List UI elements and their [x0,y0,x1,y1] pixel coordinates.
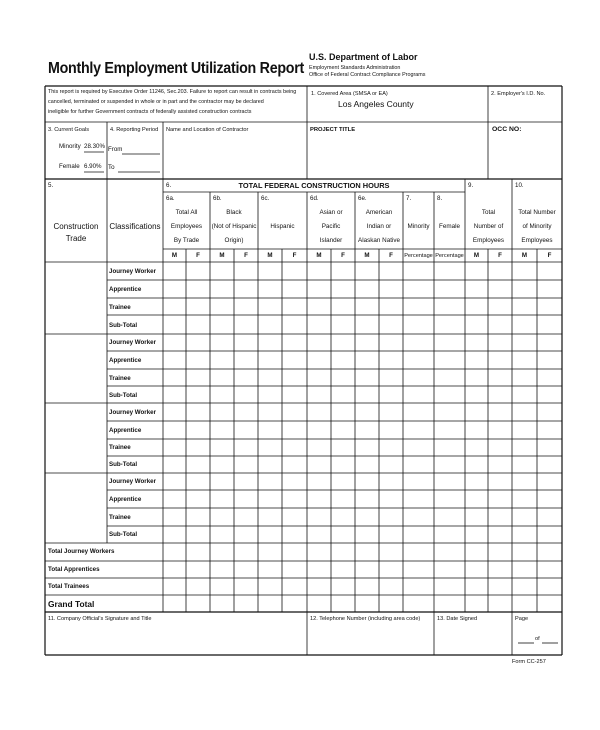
total-trainees-label: Total Trainees [48,583,90,590]
current-goals-label: 3. Current Goals [48,127,90,133]
m-header: M [219,252,225,259]
group-6b-number: 6b. [213,195,222,202]
row-sub-total: Sub-Total [109,531,138,538]
group-6d-header: Asian or Pacific Islander [319,209,343,244]
row-journey-worker: Journey Worker [109,409,156,416]
total-apprentices-label: Total Apprentices [48,566,100,573]
f-header: F [547,252,552,259]
f-header: F [244,252,248,259]
f-header: F [341,252,345,259]
notice-text: This report is required by Executive Order 11246, Sec.203. Failure to report can result in contracts being cancelled, terminated or suspended in whole or in part and the contractor may be declared ineligible for further Government contracts of federally assisted construction contracts [48,89,297,115]
form-number: Form CC-257 [512,659,546,665]
row-apprentice: Apprentice [109,357,142,364]
total-journey-workers-label: Total Journey Workers [48,548,115,555]
group-6e-number: 6e. [358,195,367,202]
group-6d-number: 6d. [310,195,319,202]
group-6c-header: Hispanic [270,223,295,230]
group-6e-header: American Indian or Alaskan Native [358,209,400,244]
f-header: F [389,252,393,259]
reporting-period-label: 4. Reporting Period [110,127,159,133]
total-employees-header: Total Number of Employees [472,209,505,244]
row-journey-worker: Journey Worker [109,268,156,275]
row-apprentice: Apprentice [109,286,142,293]
grand-total-label: Grand Total [48,599,95,609]
agency-name: Employment Standards Administration Office of Federal Contract Compliance Programs [309,65,426,78]
row-sub-total: Sub-Total [109,392,138,399]
group-6c-number: 6c. [261,195,270,202]
minority-percentage-subheader: Percentage [404,253,433,259]
f-header: F [498,252,502,259]
row-sub-total: Sub-Total [109,322,138,329]
minority-percentage-header: Minority [407,223,430,230]
classifications-header: Classifications [109,222,161,231]
m-header: M [267,252,273,259]
col5-number: 5. [48,182,54,189]
project-title-label: PROJECT TITLE [310,127,356,133]
row-journey-worker: Journey Worker [109,478,156,485]
signature-label: 11. Company Official's Signature and Title [48,616,152,622]
row-apprentice: Apprentice [109,427,142,434]
occ-no-label: OCC NO: [492,126,522,133]
page-of-label: of [535,636,540,642]
covered-area-value[interactable]: Los Angeles County [338,99,414,109]
department-name: U.S. Department of Labor [309,52,418,62]
m-header: M [364,252,370,259]
m-header: M [316,252,322,259]
col8-number: 8. [437,195,443,202]
col10-number: 10. [515,182,524,189]
col9-number: 9. [468,182,474,189]
row-sub-total: Sub-Total [109,461,138,468]
contractor-label: Name and Location of Contractor [166,127,249,133]
m-header: M [171,252,178,259]
from-label: From [108,146,123,153]
female-goal-value[interactable]: 6.90% [84,163,102,170]
report-title: Monthly Employment Utilization Report [48,60,304,77]
m-header: M [473,252,480,259]
group-6a-header: Total All Employees By Trade [170,209,203,244]
col7-number: 7. [406,195,412,202]
female-percentage-header: Female [439,223,460,230]
f-header: F [292,252,297,259]
minority-label: Minority [59,143,81,150]
female-percentage-subheader: Percentage [435,253,464,259]
telephone-label: 12. Telephone Number (including area code) [310,616,421,622]
to-label: To [108,164,115,171]
row-trainee: Trainee [109,304,131,311]
covered-area-label: 1. Covered Area (SMSA or EA) [311,91,388,97]
col6-number: 6. [166,182,172,189]
employer-id-label: 2. Employer's I.D. No. [491,91,546,97]
total-hours-title: TOTAL FEDERAL CONSTRUCTION HOURS [238,181,390,190]
female-label: Female [59,163,80,170]
row-journey-worker: Journey Worker [109,339,156,346]
row-trainee: Trainee [109,375,131,382]
group-6a-number: 6a. [166,195,175,202]
row-trainee: Trainee [109,444,131,451]
m-header: M [521,252,528,259]
f-header: F [196,252,200,259]
total-minority-header: Total Number of Minority Employees [518,209,556,244]
row-apprentice: Apprentice [109,496,142,503]
page-label: Page [515,616,529,622]
row-trainee: Trainee [109,514,131,521]
group-6b-header: Black (Not of Hispanic Origin) [211,209,257,244]
minority-goal-value[interactable]: 28.30% [84,143,105,150]
construction-trade-header: Construction Trade [53,222,99,243]
date-signed-label: 13. Date Signed [437,616,478,622]
